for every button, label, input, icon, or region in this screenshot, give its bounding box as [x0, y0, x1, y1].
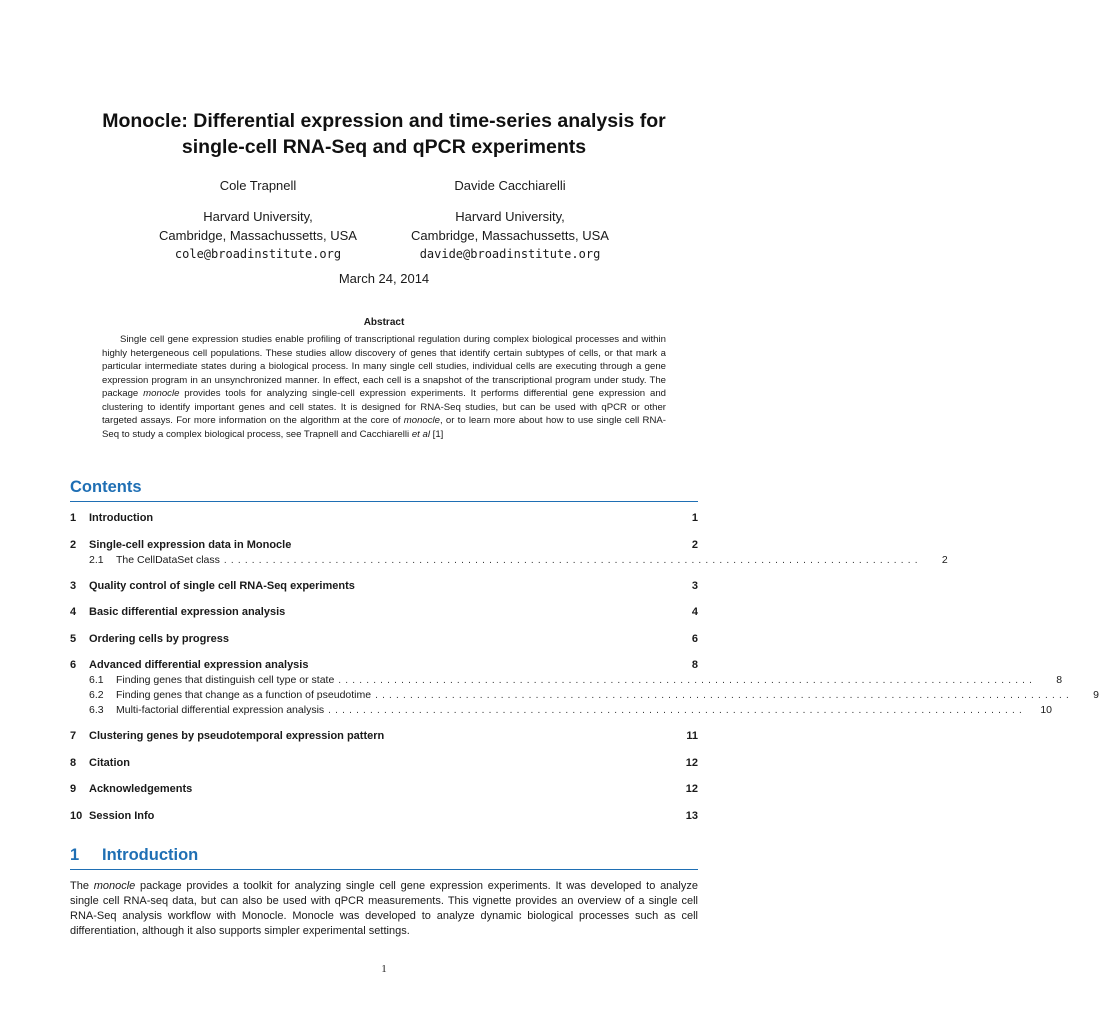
toc-label: Citation	[89, 757, 130, 769]
toc-number: 6.1	[89, 674, 104, 686]
toc-page: 6	[691, 633, 698, 645]
introduction-paragraph	[70, 879, 698, 939]
toc-entry[interactable]	[70, 512, 698, 524]
section-number: 1	[70, 846, 80, 864]
toc-label: The CellDataSet class	[116, 554, 220, 566]
author-email[interactable]: cole@broadinstitute.org	[174, 247, 342, 261]
toc-number: 2	[70, 539, 77, 551]
toc-page: 4	[691, 606, 698, 618]
toc-label: Clustering genes by pseudotemporal expression pattern	[89, 730, 385, 742]
toc-dot-leader: ....................................................................................................	[223, 555, 922, 566]
toc-number: 6	[70, 659, 77, 671]
toc-dot-leader: ....................................................................................................	[338, 675, 1037, 686]
toc-dot-leader: ....................................................................................................	[375, 690, 1073, 701]
toc-number: 5	[70, 633, 77, 645]
toc-page: 12	[685, 757, 698, 769]
toc-page: 11	[686, 730, 698, 742]
toc-dot-leader: ....................................................................................................	[328, 705, 1026, 716]
toc-entry[interactable]	[70, 730, 698, 742]
intro-text-part: package provides a toolkit for analyzing single cell gene expression experiments. It was developed to analyze single cell RNA-seq data, but can also be used with qPCR measurements. This vignette provides an overview of a single cell RNA-Seq analysis workflow with Monocle. Monocle was developed to analyze dynamic biological processes such as cell differentiation, although it also supports simpler experimental settings.	[70, 880, 698, 937]
toc-page: 8	[691, 659, 698, 671]
toc-entry[interactable]	[70, 539, 698, 551]
toc-entry[interactable]	[70, 810, 698, 822]
toc-entry[interactable]	[70, 757, 698, 769]
toc-subentry[interactable]	[70, 689, 1099, 701]
toc-page: 2	[941, 554, 948, 566]
toc-number: 4	[70, 606, 77, 618]
toc-page: 2	[691, 539, 698, 551]
author-email[interactable]: davide@broadinstitute.org	[419, 247, 601, 261]
author-location: Cambridge, Massachussetts, USA	[159, 228, 357, 243]
title-line-2: single-cell RNA-Seq and qPCR experiments	[181, 136, 587, 158]
toc-entry[interactable]	[70, 783, 698, 795]
toc-label: Basic differential expression analysis	[89, 606, 286, 618]
page-number: 1	[381, 963, 387, 975]
author-name: Davide Cacchiarelli	[454, 178, 566, 193]
toc-label: Finding genes that distinguish cell type or state	[116, 674, 335, 686]
abstract-part: , or to learn more about how to use single cell RNA-Seq to study a complex biological process, see Trapnell and Cacchiarelli	[102, 415, 666, 440]
intro-text-part: The	[70, 880, 94, 892]
abstract-emphasis: et al	[411, 428, 430, 440]
toc-label: Session Info	[89, 810, 155, 822]
abstract-heading: Abstract	[363, 317, 405, 328]
author-name: Cole Trapnell	[219, 178, 297, 193]
toc-entry[interactable]	[70, 606, 698, 618]
toc-number: 8	[70, 757, 77, 769]
section-title: Introduction	[102, 846, 199, 864]
abstract-citation[interactable]: [1]	[429, 428, 444, 440]
toc-subentry[interactable]	[70, 674, 1063, 686]
toc-page: 8	[1056, 674, 1063, 686]
toc-subentry[interactable]	[70, 704, 1052, 716]
toc-page: 9	[1093, 689, 1099, 701]
toc-number: 7	[70, 730, 77, 742]
toc-entry[interactable]	[70, 580, 698, 592]
toc-page: 13	[685, 810, 698, 822]
paper-title	[40, 108, 728, 160]
paper-date: March 24, 2014	[338, 271, 430, 286]
author-location: Cambridge, Massachussetts, USA	[411, 228, 609, 243]
toc-subentry[interactable]	[70, 554, 948, 566]
introduction-rule	[70, 869, 698, 870]
toc-label: Single-cell expression data in Monocle	[89, 539, 292, 551]
intro-emphasis: monocle	[93, 880, 136, 892]
author-block-2	[380, 176, 640, 264]
toc-number: 10	[70, 810, 83, 822]
toc-label: Advanced differential expression analysis	[89, 659, 309, 671]
toc-entry[interactable]	[70, 659, 698, 671]
abstract-part: Single cell gene expression studies enable profiling of transcriptional regulation during complex biological processes and within highly hetergeneous cell populations. These studies allow discovery of genes that identify certain subtypes of cells, or that mark a particular intermediate states during a biological process. In many single cell studies, individual cells are executing through a gene expression program in an unsynchronized manner. In effect, each cell is a snapshot of the transcriptional program under study. The package	[102, 334, 666, 399]
author-block-1	[128, 176, 388, 264]
author-affiliation: Harvard University,	[455, 209, 565, 224]
toc-entry[interactable]	[70, 633, 698, 645]
contents-rule	[70, 501, 698, 502]
contents-heading: Contents	[70, 478, 142, 496]
toc-number: 6.3	[89, 704, 104, 716]
toc-label: Introduction	[89, 512, 154, 524]
toc-label: Quality control of single cell RNA-Seq experiments	[89, 580, 355, 592]
toc-page: 10	[1040, 704, 1052, 716]
toc-number: 6.2	[89, 689, 104, 701]
toc-number: 3	[70, 580, 77, 592]
abstract-part: provides tools for analyzing single-cell expression experiments. It performs differential gene expression and clustering to identify important genes and cell states. It is designed for RNA-Seq studies, but can be used with qPCR or other targeted assays. For more information on the algorithm at the core of	[102, 388, 667, 426]
toc-page: 3	[691, 580, 698, 592]
abstract-emphasis: monocle	[143, 388, 180, 399]
toc-number: 2.1	[89, 554, 104, 566]
toc-page: 12	[685, 783, 698, 795]
toc-label: Acknowledgements	[89, 783, 193, 795]
author-affiliation: Harvard University,	[203, 209, 313, 224]
toc-label: Ordering cells by progress	[89, 633, 229, 645]
abstract-text	[102, 333, 666, 441]
abstract-emphasis: monocle	[403, 415, 441, 426]
toc-number: 9	[70, 783, 77, 795]
title-line-1: Monocle: Differential expression and time-series analysis for	[102, 110, 666, 132]
toc-label: Multi-factorial differential expression analysis	[116, 704, 325, 716]
toc-page: 1	[691, 512, 698, 524]
toc-number: 1	[70, 512, 77, 524]
introduction-heading	[70, 846, 198, 865]
toc-label: Finding genes that change as a function of pseudotime	[116, 689, 372, 701]
